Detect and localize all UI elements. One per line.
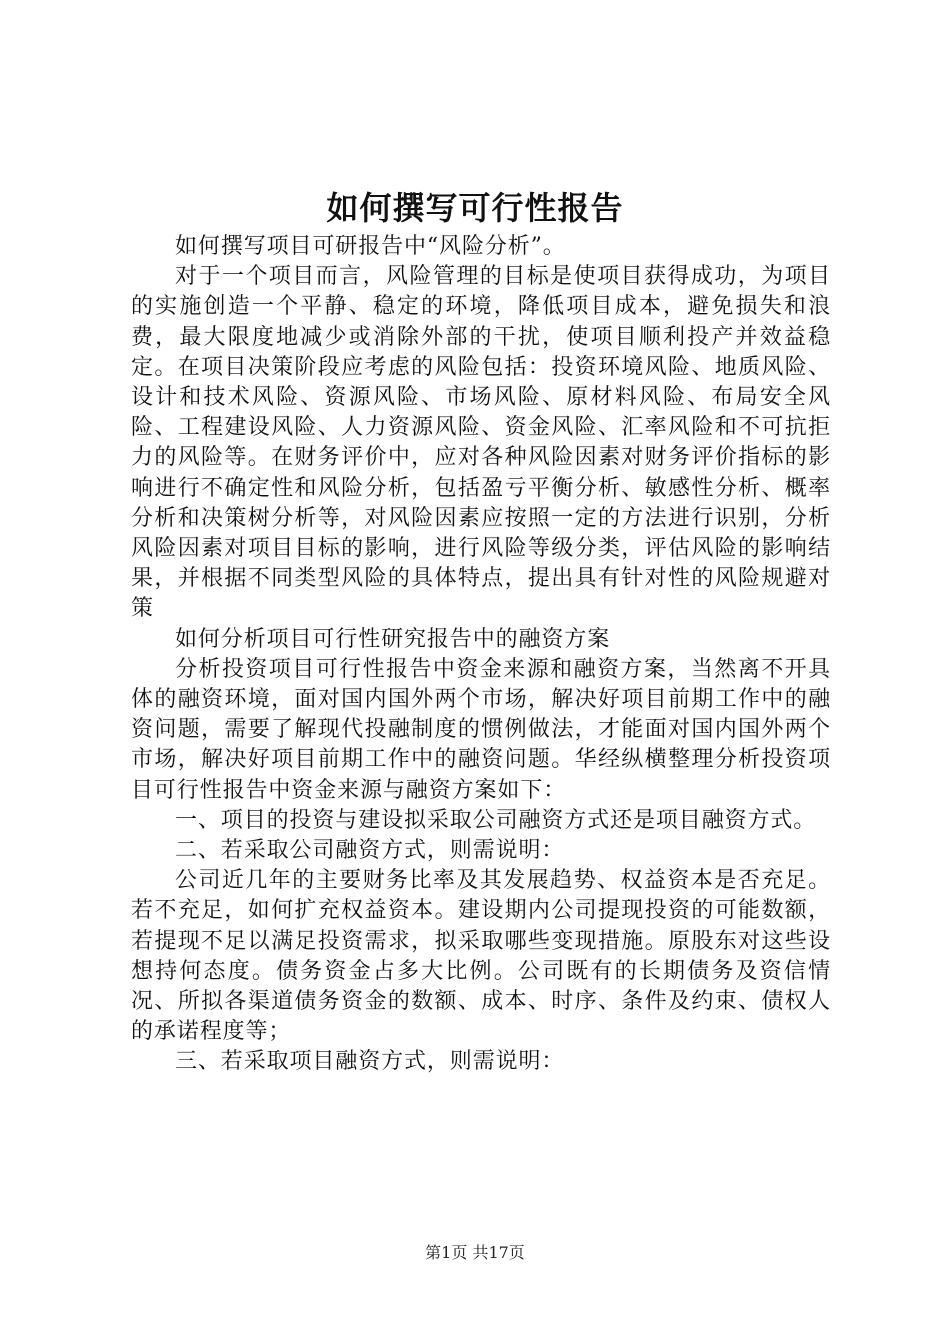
paragraph-financing-heading: 如何分析项目可行性研究报告中的融资方案 [175,626,611,652]
paragraph-risk-management: 对于一个项目而言，风险管理的目标是使项目获得成功，为项目的实施创造一个平静、稳定的环境，降低项目成本，避免损失和浪费，最大限度地减少或消除外部的干扰，使项目顺利投产并效益稳定。在项目决策阶段应考虑的风险包括：投资环境风险、地质风险、设计和技术风险、资源风险、市场风险、原材料风险、布局安全风险、工程建设风险、人力资源风险、资金风险、汇率风险和不可抗拒力的风险等。在财务评价中，应对各种风险因素对财务评价指标的影响进行不确定性和风险分析，包括盈亏平衡分析、敏感性分析、概率分析和决策树分析等，对风险因素应按照一定的方法进行识别，分析风险因素对项目目标的影响，进行风险等级分类，评估风险的影响结果，并根据不同类型风险的具体特点，提出具有针对性的风险规避对策 [131,264,831,622]
paragraph-financing-analysis: 分析投资项目可行性报告中资金来源和融资方案，当然离不开具体的融资环境，面对国内国外两个市场，解决好项目前期工作中的融资问题，需要了解现代投融制度的惯例做法，才能面对国内国外两个市场，解决好项目前期工作中的融资问题。华经纵横整理分析投资项目可行性报告中资金来源与融资方案如下： [131,656,831,803]
paragraph-item-three: 三、若采取项目融资方式，则需说明： [175,1049,565,1075]
paragraph-item-two: 二、若采取公司融资方式，则需说明： [175,838,565,864]
document-body [131,232,831,1078]
page-number-footer: 第1页 共17页 [425,1243,525,1262]
paragraph-item-one: 一、项目的投资与建设拟采取公司融资方式还是项目融资方式。 [175,807,817,833]
document-title: 如何撰写可行性报告 [326,189,624,227]
paragraph-risk-heading: 如何撰写项目可研报告中“风险分析”。 [175,234,566,259]
paragraph-company-financing: 公司近几年的主要财务比率及其发展趋势、权益资本是否充足。若不充足，如何扩充权益资本。建设期内公司提现投资的可能数额，若提现不足以满足投资需求，拟采取哪些变现措施。原股东对这些设想持何态度。债务资金占多大比例。公司既有的长期债务及资信情况、所拟各渠道债务资金的数额、成本、时序、条件及约束、债权人的承诺程度等； [131,868,831,1045]
